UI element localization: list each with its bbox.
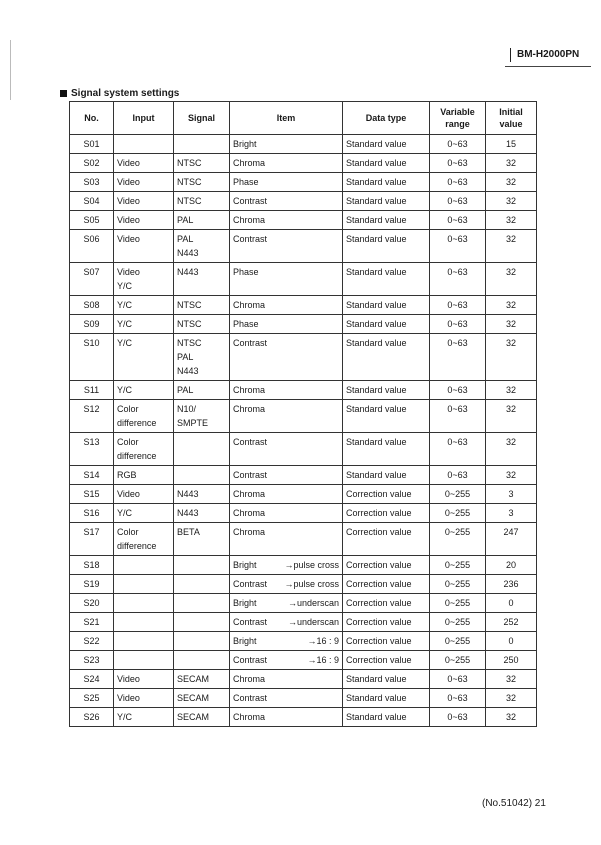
cell-initial-value: 32: [486, 466, 537, 485]
cell-item: Chroma: [230, 523, 343, 556]
table-row: [70, 296, 537, 315]
cell-data-type: Standard value: [343, 192, 430, 211]
cell-signal: NTSC: [174, 192, 230, 211]
cell-signal: NTSC: [174, 173, 230, 192]
cell-data-type: Correction value: [343, 575, 430, 594]
cell-item: Chroma: [230, 296, 343, 315]
cell-signal: [174, 575, 230, 594]
cell-signal: NTSC: [174, 296, 230, 315]
cell-signal: PAL: [174, 211, 230, 230]
cell-input: [114, 613, 174, 632]
cell-initial-value: 3: [486, 504, 537, 523]
table-row: [70, 230, 537, 263]
table-row: [70, 263, 537, 296]
page-footer: (No.51042) 21: [482, 798, 546, 809]
table-row: [70, 556, 537, 575]
cell-item: Phase: [230, 315, 343, 334]
cell-data-type: Correction value: [343, 556, 430, 575]
item-name: Bright: [233, 598, 257, 608]
col-header-no: No.: [70, 102, 114, 135]
table-row: [70, 651, 537, 670]
cell-data-type: Correction value: [343, 504, 430, 523]
cell-item: Contrast: [230, 334, 343, 381]
table-row: [70, 154, 537, 173]
cell-variable-range: 0~63: [430, 400, 486, 433]
cell-variable-range: 0~63: [430, 466, 486, 485]
cell-item: [230, 651, 343, 670]
section-title: [60, 88, 179, 99]
cell-no: S04: [70, 192, 114, 211]
cell-data-type: Standard value: [343, 689, 430, 708]
cell-item: [230, 594, 343, 613]
cell-input: Video: [114, 485, 174, 504]
cell-no: S16: [70, 504, 114, 523]
cell-input: Y/C: [114, 504, 174, 523]
cell-initial-value: 32: [486, 381, 537, 400]
cell-item: [230, 575, 343, 594]
cell-item: Phase: [230, 173, 343, 192]
cell-signal: [174, 135, 230, 154]
table-row: [70, 632, 537, 651]
table-row: [70, 334, 537, 381]
cell-item: Phase: [230, 263, 343, 296]
cell-signal: [174, 651, 230, 670]
cell-input: Video: [114, 230, 174, 263]
cell-input: Y/C: [114, 334, 174, 381]
table-body: [70, 135, 537, 727]
item-note: →pulse cross: [284, 579, 339, 589]
cell-variable-range: 0~255: [430, 523, 486, 556]
cell-input: Y/C: [114, 381, 174, 400]
table-row: [70, 192, 537, 211]
cell-input: Video: [114, 211, 174, 230]
cell-input: Color difference: [114, 433, 174, 466]
table-row: [70, 135, 537, 154]
cell-signal: [174, 433, 230, 466]
item-note: →16 : 9: [307, 655, 339, 665]
cell-data-type: Standard value: [343, 466, 430, 485]
table-row: [70, 381, 537, 400]
cell-no: S14: [70, 466, 114, 485]
header-rule: [505, 66, 591, 67]
cell-initial-value: 15: [486, 135, 537, 154]
cell-item: Chroma: [230, 211, 343, 230]
table-row: [70, 670, 537, 689]
cell-variable-range: 0~63: [430, 173, 486, 192]
model-number: BM-H2000PN: [510, 48, 579, 62]
cell-initial-value: 32: [486, 192, 537, 211]
cell-variable-range: 0~63: [430, 135, 486, 154]
cell-input: Video: [114, 192, 174, 211]
cell-no: S20: [70, 594, 114, 613]
cell-signal: NTSC: [174, 315, 230, 334]
cell-no: S21: [70, 613, 114, 632]
cell-data-type: Standard value: [343, 400, 430, 433]
col-header-signal: Signal: [174, 102, 230, 135]
table-row: [70, 689, 537, 708]
table-row: [70, 594, 537, 613]
cell-no: S26: [70, 708, 114, 727]
cell-no: S08: [70, 296, 114, 315]
table-row: [70, 708, 537, 727]
cell-initial-value: 32: [486, 211, 537, 230]
table-header-row: [70, 102, 537, 135]
cell-variable-range: 0~63: [430, 230, 486, 263]
cell-no: S23: [70, 651, 114, 670]
cell-data-type: Correction value: [343, 632, 430, 651]
cell-signal: BETA: [174, 523, 230, 556]
table-row: [70, 173, 537, 192]
col-header-data-type: Data type: [343, 102, 430, 135]
cell-input: Video Y/C: [114, 263, 174, 296]
cell-data-type: Correction value: [343, 485, 430, 504]
cell-no: S07: [70, 263, 114, 296]
cell-item: Bright: [230, 135, 343, 154]
cell-variable-range: 0~63: [430, 315, 486, 334]
cell-data-type: Correction value: [343, 613, 430, 632]
cell-item: Chroma: [230, 154, 343, 173]
table-row: [70, 400, 537, 433]
cell-no: S01: [70, 135, 114, 154]
col-header-variable-range: Variable range: [430, 102, 486, 135]
cell-item: [230, 613, 343, 632]
cell-initial-value: 250: [486, 651, 537, 670]
cell-variable-range: 0~255: [430, 504, 486, 523]
item-name: Bright: [233, 560, 257, 570]
table-row: [70, 211, 537, 230]
cell-no: S09: [70, 315, 114, 334]
item-note: →16 : 9: [307, 636, 339, 646]
cell-signal: SECAM: [174, 670, 230, 689]
cell-signal: N443: [174, 485, 230, 504]
table-row: [70, 504, 537, 523]
cell-item: Chroma: [230, 485, 343, 504]
cell-item: Contrast: [230, 230, 343, 263]
cell-no: S03: [70, 173, 114, 192]
cell-data-type: Standard value: [343, 173, 430, 192]
col-header-item: Item: [230, 102, 343, 135]
cell-variable-range: 0~63: [430, 296, 486, 315]
cell-data-type: Standard value: [343, 263, 430, 296]
section-title-text: Signal system settings: [71, 88, 180, 99]
cell-initial-value: 0: [486, 594, 537, 613]
cell-item: [230, 556, 343, 575]
cell-variable-range: 0~63: [430, 708, 486, 727]
table-row: [70, 315, 537, 334]
cell-signal: N443: [174, 504, 230, 523]
cell-variable-range: 0~255: [430, 632, 486, 651]
cell-signal: [174, 632, 230, 651]
cell-input: [114, 632, 174, 651]
cell-data-type: Standard value: [343, 211, 430, 230]
cell-initial-value: 32: [486, 433, 537, 466]
item-name: Contrast: [233, 617, 268, 627]
cell-no: S25: [70, 689, 114, 708]
cell-input: Y/C: [114, 315, 174, 334]
cell-variable-range: 0~255: [430, 594, 486, 613]
cell-no: S18: [70, 556, 114, 575]
cell-data-type: Correction value: [343, 594, 430, 613]
cell-variable-range: 0~63: [430, 689, 486, 708]
cell-variable-range: 0~255: [430, 556, 486, 575]
cell-no: S15: [70, 485, 114, 504]
cell-signal: N10/ SMPTE: [174, 400, 230, 433]
cell-no: S24: [70, 670, 114, 689]
cell-initial-value: 32: [486, 689, 537, 708]
cell-input: Video: [114, 689, 174, 708]
cell-item: Contrast: [230, 466, 343, 485]
cell-initial-value: 32: [486, 708, 537, 727]
cell-variable-range: 0~255: [430, 651, 486, 670]
cell-signal: [174, 594, 230, 613]
cell-initial-value: 32: [486, 670, 537, 689]
cell-item: Chroma: [230, 708, 343, 727]
cell-variable-range: 0~63: [430, 211, 486, 230]
cell-input: Color difference: [114, 523, 174, 556]
col-header-initial-value: Initial value: [486, 102, 537, 135]
cell-input: Video: [114, 154, 174, 173]
cell-initial-value: 32: [486, 400, 537, 433]
cell-input: [114, 651, 174, 670]
item-note: →underscan: [287, 617, 339, 627]
cell-initial-value: 32: [486, 263, 537, 296]
col-header-input: Input: [114, 102, 174, 135]
cell-input: [114, 575, 174, 594]
cell-item: Contrast: [230, 433, 343, 466]
cell-data-type: Standard value: [343, 334, 430, 381]
cell-signal: NTSC PAL N443: [174, 334, 230, 381]
item-name: Contrast: [233, 655, 268, 665]
cell-initial-value: 247: [486, 523, 537, 556]
cell-initial-value: 32: [486, 315, 537, 334]
cell-no: S05: [70, 211, 114, 230]
table-row: [70, 575, 537, 594]
cell-item: Contrast: [230, 689, 343, 708]
cell-signal: NTSC: [174, 154, 230, 173]
cell-data-type: Standard value: [343, 381, 430, 400]
cell-variable-range: 0~63: [430, 263, 486, 296]
cell-initial-value: 32: [486, 334, 537, 381]
cell-signal: SECAM: [174, 689, 230, 708]
cell-item: Contrast: [230, 192, 343, 211]
cell-variable-range: 0~255: [430, 575, 486, 594]
cell-input: [114, 594, 174, 613]
margin-mark: [10, 40, 11, 100]
cell-no: S17: [70, 523, 114, 556]
item-name: Contrast: [233, 579, 268, 589]
table-row: [70, 485, 537, 504]
cell-item: Chroma: [230, 381, 343, 400]
cell-input: Y/C: [114, 296, 174, 315]
cell-input: Video: [114, 173, 174, 192]
cell-signal: PAL N443: [174, 230, 230, 263]
cell-input: [114, 556, 174, 575]
cell-variable-range: 0~255: [430, 613, 486, 632]
cell-initial-value: 32: [486, 154, 537, 173]
cell-variable-range: 0~63: [430, 192, 486, 211]
cell-data-type: Standard value: [343, 230, 430, 263]
cell-variable-range: 0~63: [430, 334, 486, 381]
cell-variable-range: 0~255: [430, 485, 486, 504]
cell-data-type: Standard value: [343, 296, 430, 315]
cell-data-type: Standard value: [343, 708, 430, 727]
cell-initial-value: 0: [486, 632, 537, 651]
cell-input: RGB: [114, 466, 174, 485]
cell-no: S12: [70, 400, 114, 433]
cell-no: S22: [70, 632, 114, 651]
cell-data-type: Standard value: [343, 315, 430, 334]
cell-data-type: Standard value: [343, 135, 430, 154]
cell-initial-value: 252: [486, 613, 537, 632]
cell-no: S02: [70, 154, 114, 173]
cell-item: Chroma: [230, 670, 343, 689]
cell-input: Video: [114, 670, 174, 689]
cell-initial-value: 236: [486, 575, 537, 594]
item-note: →pulse cross: [284, 560, 339, 570]
cell-no: S10: [70, 334, 114, 381]
signal-settings-table: [69, 101, 537, 727]
table-row: [70, 433, 537, 466]
cell-input: [114, 135, 174, 154]
cell-signal: SECAM: [174, 708, 230, 727]
cell-no: S06: [70, 230, 114, 263]
cell-no: S19: [70, 575, 114, 594]
cell-signal: [174, 466, 230, 485]
cell-initial-value: 32: [486, 173, 537, 192]
cell-no: S11: [70, 381, 114, 400]
cell-data-type: Correction value: [343, 651, 430, 670]
cell-input: Color difference: [114, 400, 174, 433]
cell-data-type: Standard value: [343, 154, 430, 173]
cell-initial-value: 20: [486, 556, 537, 575]
cell-variable-range: 0~63: [430, 381, 486, 400]
cell-signal: N443: [174, 263, 230, 296]
table-row: [70, 466, 537, 485]
cell-signal: PAL: [174, 381, 230, 400]
cell-variable-range: 0~63: [430, 433, 486, 466]
cell-initial-value: 3: [486, 485, 537, 504]
cell-item: [230, 632, 343, 651]
cell-initial-value: 32: [486, 230, 537, 263]
item-name: Bright: [233, 636, 257, 646]
cell-initial-value: 32: [486, 296, 537, 315]
cell-signal: [174, 613, 230, 632]
item-note: →underscan: [287, 598, 339, 608]
cell-variable-range: 0~63: [430, 670, 486, 689]
cell-signal: [174, 556, 230, 575]
table-row: [70, 613, 537, 632]
cell-data-type: Standard value: [343, 670, 430, 689]
square-bullet-icon: [60, 90, 67, 97]
cell-item: Chroma: [230, 504, 343, 523]
cell-data-type: Correction value: [343, 523, 430, 556]
cell-item: Chroma: [230, 400, 343, 433]
cell-variable-range: 0~63: [430, 154, 486, 173]
cell-no: S13: [70, 433, 114, 466]
table-row: [70, 523, 537, 556]
cell-input: Y/C: [114, 708, 174, 727]
cell-data-type: Standard value: [343, 433, 430, 466]
